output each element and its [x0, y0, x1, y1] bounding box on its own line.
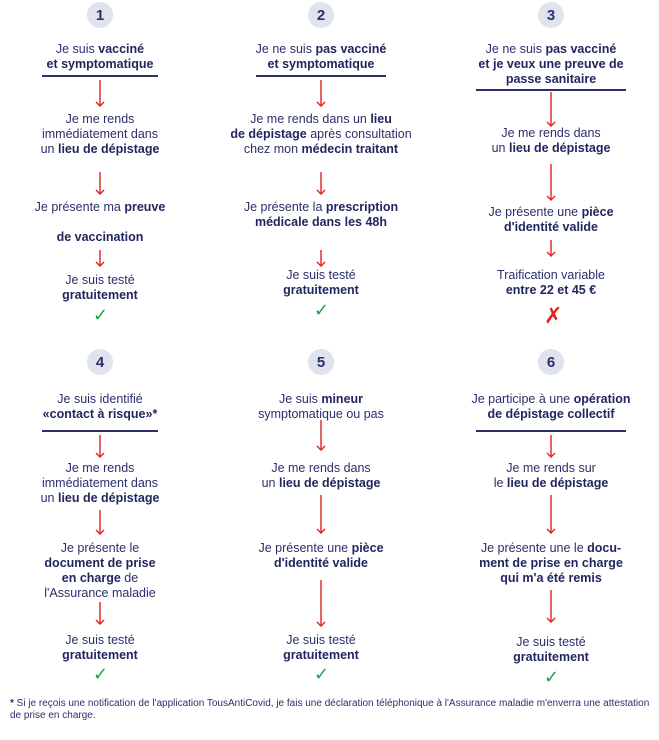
step-document: Je présente une pièce d'identité valide [258, 541, 384, 570]
step-result: Je suis testé gratuitement [513, 635, 589, 664]
step-number-badge: 3 [538, 2, 564, 28]
step-result: Traification variable entre 22 et 45 € [497, 268, 605, 297]
step-condition: Je suis mineur symptomatique ou pas [258, 392, 384, 421]
step-result: Je suis testé gratuitement [62, 633, 138, 662]
footnote-text: Si je reçois une notification de l'application TousAntiCovid, je fais une déclaration téléphonique à l'Assurance maladie m'enverra une attestation de prise en charge. [10, 698, 650, 721]
down-arrow-icon [315, 420, 327, 452]
separator-line [42, 430, 158, 432]
down-arrow-icon [315, 250, 327, 268]
step-condition: Je ne suis pas vacciné et symptomatique [255, 42, 387, 71]
step-result: Je suis testé gratuitement [283, 633, 359, 662]
check-icon: ✓ [93, 305, 109, 325]
step-number-badge: 1 [87, 2, 113, 28]
separator-line [476, 430, 626, 432]
footnote [10, 698, 650, 722]
step-number-badge: 5 [308, 349, 334, 375]
step-document: Je présente une le docu- ment de prise en charge qui m'a été remis [479, 541, 623, 585]
down-arrow-icon [545, 240, 557, 258]
step-number-badge: 2 [308, 2, 334, 28]
check-icon: ✓ [93, 664, 109, 684]
step-location: Je me rends immédiatement dans un lieu de dépistage [40, 461, 160, 505]
footnote-star: * [10, 698, 14, 709]
down-arrow-icon [315, 80, 327, 108]
down-arrow-icon [545, 590, 557, 624]
down-arrow-icon [94, 80, 106, 108]
step-number-badge: 4 [87, 349, 113, 375]
down-arrow-icon [545, 495, 557, 535]
down-arrow-icon [315, 172, 327, 196]
down-arrow-icon [545, 164, 557, 202]
step-location: Je me rends dans un lieu de dépistage après consultation chez mon médecin traitant [230, 112, 412, 156]
cross-icon: ✗ [544, 303, 563, 328]
down-arrow-icon [315, 580, 327, 628]
check-icon: ✓ [314, 300, 330, 320]
step-number-badge: 6 [538, 349, 564, 375]
step-location: Je me rends dans un lieu de dépistage [261, 461, 381, 490]
down-arrow-icon [94, 510, 106, 536]
step-document: Je présente le document de prise en charge de l'Assurance maladie [44, 541, 156, 600]
step-condition: Je suis identifié «contact à risque»* [42, 392, 158, 421]
down-arrow-icon [94, 172, 106, 196]
down-arrow-icon [545, 92, 557, 128]
step-condition: Je suis vacciné et symptomatique [46, 42, 154, 71]
step-document: Je présente une pièce d'identité valide [488, 205, 614, 234]
step-location: Je me rends dans un lieu de dépistage [491, 126, 611, 155]
down-arrow-icon [94, 435, 106, 459]
separator-line [256, 75, 386, 77]
step-result: Je suis testé gratuitement [283, 268, 359, 297]
step-condition: Je ne suis pas vacciné et je veux une preuve de passe sanitaire [478, 42, 624, 86]
step-condition: Je participe à une opération de dépistage collectif [471, 392, 631, 421]
down-arrow-icon [94, 602, 106, 626]
step-location: Je me rends sur le lieu de dépistage [493, 461, 609, 490]
down-arrow-icon [545, 435, 557, 459]
step-result: Je suis testé gratuitement [62, 273, 138, 302]
check-icon: ✓ [314, 664, 330, 684]
step-location: Je me rends immédiatement dans un lieu de dépistage [40, 112, 160, 156]
down-arrow-icon [315, 495, 327, 535]
down-arrow-icon [94, 250, 106, 268]
separator-line [476, 89, 626, 91]
separator-line [42, 75, 158, 77]
step-document: Je présente ma preuve de vaccination [34, 200, 166, 244]
step-document: Je présente la prescription médicale dans les 48h [243, 200, 399, 229]
check-icon: ✓ [544, 667, 560, 687]
